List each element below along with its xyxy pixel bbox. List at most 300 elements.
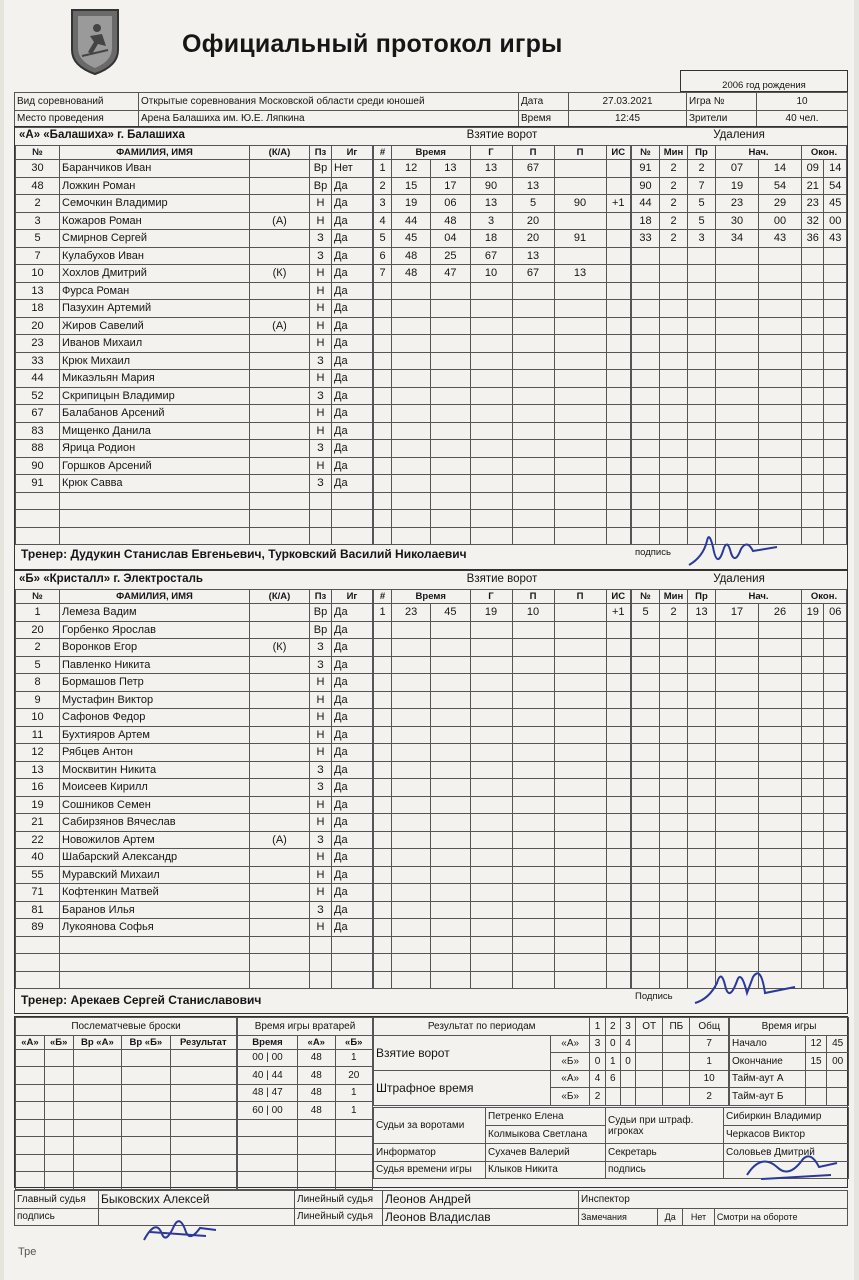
penalty-end-sec xyxy=(824,796,847,814)
player-position: Н xyxy=(310,744,332,762)
goal-number xyxy=(374,901,392,919)
goal-scorer xyxy=(470,352,512,370)
penalty-start-sec xyxy=(759,674,802,692)
penalty-row xyxy=(632,335,847,353)
penalty-judge-1: Сибиркин Владимир xyxy=(724,1108,849,1126)
penalty-start-sec xyxy=(759,639,802,657)
goal-second xyxy=(431,405,470,423)
goal-situation xyxy=(606,300,631,318)
goal-number xyxy=(374,779,392,797)
penalty-end-sec xyxy=(824,936,847,954)
penalty-reason xyxy=(688,936,716,954)
col-shootout-goalie-b: Вр «Б» xyxy=(122,1035,170,1049)
goal-number xyxy=(374,405,392,423)
player-role xyxy=(250,954,310,972)
team-a-coach-signature xyxy=(683,527,783,572)
goal-number xyxy=(374,884,392,902)
penalty-reason xyxy=(688,335,716,353)
player-role xyxy=(250,510,310,528)
period-value: 0 xyxy=(605,1035,620,1053)
player-number: 83 xyxy=(16,422,60,440)
goal-minute xyxy=(392,884,431,902)
main-referee-signature xyxy=(140,1208,220,1248)
goal-number xyxy=(374,457,392,475)
goal-assist-1: 20 xyxy=(512,212,554,230)
player-position: Н xyxy=(310,335,332,353)
player-row xyxy=(16,901,373,919)
penalty-reason: 3 xyxy=(688,230,716,248)
goal-minute xyxy=(392,422,431,440)
goal-second: 47 xyxy=(431,265,470,283)
player-name xyxy=(60,936,250,954)
goal-assist-1 xyxy=(512,440,554,458)
player-name: Микаэльян Мария xyxy=(60,370,250,388)
player-name: Моисеев Кирилл xyxy=(60,779,250,797)
player-role xyxy=(250,457,310,475)
goal-minute xyxy=(392,475,431,493)
goal-scorer: 13 xyxy=(470,160,512,178)
period-value: 2 xyxy=(690,1088,729,1106)
goal-minute xyxy=(392,370,431,388)
goal-minute xyxy=(392,744,431,762)
goal-minute: 48 xyxy=(392,247,431,265)
penalty-row xyxy=(632,709,847,727)
goal-number: 2 xyxy=(374,177,392,195)
penalty-start-min xyxy=(716,761,759,779)
penalty-row xyxy=(632,621,847,639)
penalty-start-sec xyxy=(759,849,802,867)
team-a-roster xyxy=(15,127,373,545)
penalty-reason xyxy=(688,674,716,692)
goal-situation xyxy=(606,265,631,283)
player-row xyxy=(16,954,373,972)
penalty-reason xyxy=(688,866,716,884)
penalty-start-min xyxy=(716,265,759,283)
col-goal-time: Время xyxy=(392,590,471,604)
penalty-reason xyxy=(688,761,716,779)
goalie-time-row xyxy=(238,1137,373,1155)
player-row xyxy=(16,831,373,849)
goal-assist-1 xyxy=(512,335,554,353)
player-row xyxy=(16,335,373,353)
player-role xyxy=(250,195,310,213)
goal-assist-1 xyxy=(512,510,554,528)
penalty-row xyxy=(632,726,847,744)
player-number: 21 xyxy=(16,814,60,832)
goal-assist-1 xyxy=(512,849,554,867)
player-number xyxy=(16,492,60,510)
penalty-end-sec xyxy=(824,884,847,902)
goal-assist-2 xyxy=(554,177,606,195)
goal-situation xyxy=(606,422,631,440)
penalty-start-sec xyxy=(759,919,802,937)
goalie-time-title: Время игры вратарей xyxy=(238,1018,373,1036)
goal-minute: 48 xyxy=(392,265,431,283)
goal-assist-1 xyxy=(512,936,554,954)
goal-scorer xyxy=(470,370,512,388)
penalty-judge-2: Черкасов Виктор xyxy=(724,1126,849,1144)
player-played xyxy=(332,936,373,954)
goal-number xyxy=(374,796,392,814)
penalty-start-min xyxy=(716,656,759,674)
col-pen-min: Мин xyxy=(660,590,688,604)
player-name: Новожилов Артем xyxy=(60,831,250,849)
penalty-end-sec xyxy=(824,691,847,709)
penalty-row xyxy=(632,317,847,335)
goal-number xyxy=(374,691,392,709)
penalty-end-min xyxy=(802,510,824,528)
penalty-reason xyxy=(688,282,716,300)
penalty-reason xyxy=(688,639,716,657)
penalty-start-min xyxy=(716,919,759,937)
period-value: 2 xyxy=(590,1088,605,1106)
goal-scorer xyxy=(470,726,512,744)
penalty-player xyxy=(632,744,660,762)
goal-number xyxy=(374,475,392,493)
penalty-reason xyxy=(688,726,716,744)
player-row xyxy=(16,510,373,528)
player-row xyxy=(16,247,373,265)
penalty-reason: 2 xyxy=(688,160,716,178)
penalty-start-sec xyxy=(759,387,802,405)
goal-second: 17 xyxy=(431,177,470,195)
period-value xyxy=(636,1070,663,1088)
penalty-player xyxy=(632,831,660,849)
goal-assist-2 xyxy=(554,674,606,692)
goal-situation xyxy=(606,510,631,528)
penalty-row xyxy=(632,639,847,657)
goal-second xyxy=(431,709,470,727)
game-time xyxy=(729,1017,849,1106)
penalty-row xyxy=(632,457,847,475)
player-played: Да xyxy=(332,317,373,335)
player-position: Н xyxy=(310,691,332,709)
penalty-end-sec xyxy=(824,901,847,919)
player-name: Бухтияров Артем xyxy=(60,726,250,744)
penalty-start-sec xyxy=(759,866,802,884)
goal-number xyxy=(374,639,392,657)
goal-assist-2 xyxy=(554,831,606,849)
goalie-time-row xyxy=(238,1102,373,1120)
period-col-header: 1 xyxy=(590,1018,605,1036)
goal-scorer: 67 xyxy=(470,247,512,265)
player-role xyxy=(250,744,310,762)
player-name: Кулабухов Иван xyxy=(60,247,250,265)
goalie-change-minute: 60 xyxy=(252,1104,264,1116)
penalty-minutes xyxy=(660,796,688,814)
penalty-player xyxy=(632,370,660,388)
player-role xyxy=(250,936,310,954)
period-value xyxy=(605,1088,620,1106)
penalty-start-min xyxy=(716,317,759,335)
goal-minute xyxy=(392,954,431,972)
player-position: Вр xyxy=(310,177,332,195)
penalty-row xyxy=(632,440,847,458)
period-team: «Б» xyxy=(551,1053,590,1071)
penalty-player xyxy=(632,936,660,954)
player-row xyxy=(16,971,373,989)
goal-scorer xyxy=(470,656,512,674)
goal-assist-2 xyxy=(554,901,606,919)
penalty-player xyxy=(632,919,660,937)
goalie-a-number: 48 xyxy=(298,1084,336,1102)
player-position: Н xyxy=(310,674,332,692)
goal-judge-1: Петренко Елена xyxy=(486,1108,606,1126)
player-role xyxy=(250,440,310,458)
goal-minute xyxy=(392,352,431,370)
col-shootout-goalie-a: Вр «А» xyxy=(73,1035,122,1049)
player-name: Балабанов Арсений xyxy=(60,405,250,423)
team-a-penalties xyxy=(631,127,847,545)
penalty-start-sec xyxy=(759,744,802,762)
period-value: 0 xyxy=(590,1053,605,1071)
goal-second xyxy=(431,674,470,692)
goalie-b-number: 20 xyxy=(335,1067,373,1085)
penalty-end-min xyxy=(802,936,824,954)
goal-minute xyxy=(392,656,431,674)
player-name: Кожаров Роман xyxy=(60,212,250,230)
team-b-goals-title: Взятие ворот xyxy=(466,573,538,585)
col-goal-scorer: Г xyxy=(470,590,512,604)
goal-scorer xyxy=(470,639,512,657)
col-assist-1: П xyxy=(512,146,554,160)
penalty-reason xyxy=(688,265,716,283)
goal-second xyxy=(431,901,470,919)
player-row xyxy=(16,230,373,248)
goal-second xyxy=(431,527,470,545)
goal-row xyxy=(374,796,631,814)
player-row xyxy=(16,475,373,493)
col-pen-min: Мин xyxy=(660,146,688,160)
secretary-label: Секретарь xyxy=(606,1144,724,1162)
player-role xyxy=(250,849,310,867)
penalty-end-min xyxy=(802,674,824,692)
penalty-row xyxy=(632,352,847,370)
goal-row xyxy=(374,674,631,692)
penalty-start-min: 23 xyxy=(716,195,759,213)
penalty-start-min xyxy=(716,639,759,657)
player-name xyxy=(60,492,250,510)
player-number: 22 xyxy=(16,831,60,849)
player-played: Да xyxy=(332,440,373,458)
penalty-end-min xyxy=(802,475,824,493)
competition-label: Вид соревнований xyxy=(15,93,139,111)
goalie-a-number xyxy=(298,1172,336,1190)
col-pen-end: Окон. xyxy=(802,590,847,604)
penalty-end-sec xyxy=(824,422,847,440)
penalty-start-sec xyxy=(759,247,802,265)
penalty-player xyxy=(632,639,660,657)
penalty-start-sec xyxy=(759,814,802,832)
player-row xyxy=(16,387,373,405)
goal-assist-1 xyxy=(512,405,554,423)
goal-scorer xyxy=(470,440,512,458)
player-position: З xyxy=(310,230,332,248)
player-row xyxy=(16,621,373,639)
team-a-penalties-title: Удаления xyxy=(713,129,765,141)
penalty-reason xyxy=(688,352,716,370)
player-role: (А) xyxy=(250,317,310,335)
player-number: 11 xyxy=(16,726,60,744)
goal-assist-1 xyxy=(512,691,554,709)
col-goalie-a: «А» xyxy=(298,1035,336,1049)
goal-assist-2 xyxy=(554,726,606,744)
goal-row xyxy=(374,604,631,622)
goal-minute xyxy=(392,674,431,692)
penalty-start-sec xyxy=(759,621,802,639)
penalty-reason xyxy=(688,814,716,832)
goal-row xyxy=(374,849,631,867)
goal-row xyxy=(374,387,631,405)
penalty-start-sec xyxy=(759,405,802,423)
goalie-b-number xyxy=(335,1119,373,1137)
player-name xyxy=(60,510,250,528)
penalty-end-min xyxy=(802,744,824,762)
penalty-row xyxy=(632,796,847,814)
penalty-minutes xyxy=(660,387,688,405)
goal-scorer xyxy=(470,527,512,545)
goal-row xyxy=(374,247,631,265)
penalty-reason xyxy=(688,831,716,849)
col-ig: Иг xyxy=(332,146,373,160)
penalty-reason xyxy=(688,779,716,797)
goal-situation xyxy=(606,370,631,388)
col-goal-no: # xyxy=(374,146,392,160)
penalty-start-sec xyxy=(759,440,802,458)
goal-assist-1 xyxy=(512,387,554,405)
penalty-start-min: 34 xyxy=(716,230,759,248)
player-role: (К) xyxy=(250,639,310,657)
goal-row xyxy=(374,901,631,919)
goal-situation xyxy=(606,814,631,832)
goal-assist-1 xyxy=(512,639,554,657)
goal-situation xyxy=(606,527,631,545)
player-played: Да xyxy=(332,387,373,405)
penalty-end-min xyxy=(802,919,824,937)
goal-number: 5 xyxy=(374,230,392,248)
goal-assist-1 xyxy=(512,422,554,440)
player-name: Баранов Илья xyxy=(60,901,250,919)
player-number: 13 xyxy=(16,761,60,779)
penalty-start-sec: 14 xyxy=(759,160,802,178)
penalty-row xyxy=(632,901,847,919)
goalie-b-number xyxy=(335,1154,373,1172)
goal-assist-2 xyxy=(554,621,606,639)
goal-situation xyxy=(606,761,631,779)
penalty-minutes xyxy=(660,971,688,989)
penalty-start-sec: 00 xyxy=(759,212,802,230)
penalty-minutes xyxy=(660,639,688,657)
main-referee: Быковских Алексей xyxy=(99,1191,295,1209)
team-b-coach-signature xyxy=(691,963,801,1011)
team-b-roster xyxy=(15,571,373,989)
col-pz: Пз xyxy=(310,590,332,604)
penalty-start-sec xyxy=(759,709,802,727)
goal-row xyxy=(374,370,631,388)
penalty-minutes xyxy=(660,709,688,727)
penalty-player xyxy=(632,656,660,674)
goal-scorer: 90 xyxy=(470,177,512,195)
goal-second: 06 xyxy=(431,195,470,213)
player-number xyxy=(16,527,60,545)
goal-assist-1 xyxy=(512,901,554,919)
goal-minute xyxy=(392,936,431,954)
goal-second: 48 xyxy=(431,212,470,230)
goal-situation xyxy=(606,919,631,937)
player-played xyxy=(332,527,373,545)
penalty-start-sec xyxy=(759,352,802,370)
player-played: Да xyxy=(332,230,373,248)
goal-second xyxy=(431,300,470,318)
game-no-label: Игра № xyxy=(687,93,757,111)
goal-second xyxy=(431,457,470,475)
penalty-player xyxy=(632,674,660,692)
goal-scorer xyxy=(470,492,512,510)
goal-minute xyxy=(392,814,431,832)
penalty-minutes xyxy=(660,247,688,265)
team-a-header: «А» «Балашиха» г. Балашиха xyxy=(19,129,185,141)
penalty-minutes xyxy=(660,317,688,335)
player-number: 12 xyxy=(16,744,60,762)
goal-number xyxy=(374,440,392,458)
goal-row xyxy=(374,405,631,423)
goal-assist-2 xyxy=(554,317,606,335)
goal-row xyxy=(374,300,631,318)
player-number: 55 xyxy=(16,866,60,884)
start-minute: 45 xyxy=(827,1035,849,1053)
penalty-end-sec xyxy=(824,440,847,458)
penalty-minutes xyxy=(660,300,688,318)
penalty-end-min: 36 xyxy=(802,230,824,248)
player-row xyxy=(16,300,373,318)
goal-scorer xyxy=(470,282,512,300)
player-name xyxy=(60,954,250,972)
team-b-goals xyxy=(373,571,631,989)
penalty-start-min xyxy=(716,744,759,762)
start-hour: 12 xyxy=(805,1035,827,1053)
goal-situation xyxy=(606,691,631,709)
penalty-minutes xyxy=(660,884,688,902)
goal-second xyxy=(431,691,470,709)
penalty-player xyxy=(632,796,660,814)
player-number: 19 xyxy=(16,796,60,814)
summary-section xyxy=(14,1016,848,1188)
penalty-reason xyxy=(688,901,716,919)
goal-second xyxy=(431,352,470,370)
col-goal-scorer: Г xyxy=(470,146,512,160)
col-pen-reason: Пр xyxy=(688,146,716,160)
informer-label: Информатор xyxy=(374,1144,486,1162)
penalty-end-min: 19 xyxy=(802,604,824,622)
penalty-player xyxy=(632,282,660,300)
penalty-player xyxy=(632,779,660,797)
goal-row xyxy=(374,919,631,937)
penalty-row xyxy=(632,849,847,867)
goal-number xyxy=(374,761,392,779)
goal-assist-1 xyxy=(512,621,554,639)
goal-situation xyxy=(606,656,631,674)
player-position: Н xyxy=(310,866,332,884)
player-position: Н xyxy=(310,212,332,230)
goal-scorer xyxy=(470,901,512,919)
penalty-end-min xyxy=(802,901,824,919)
goal-second xyxy=(431,621,470,639)
player-position: З xyxy=(310,387,332,405)
penalty-end-sec xyxy=(824,405,847,423)
penalty-row xyxy=(632,492,847,510)
penalty-start-min xyxy=(716,779,759,797)
penalty-end-sec xyxy=(824,335,847,353)
